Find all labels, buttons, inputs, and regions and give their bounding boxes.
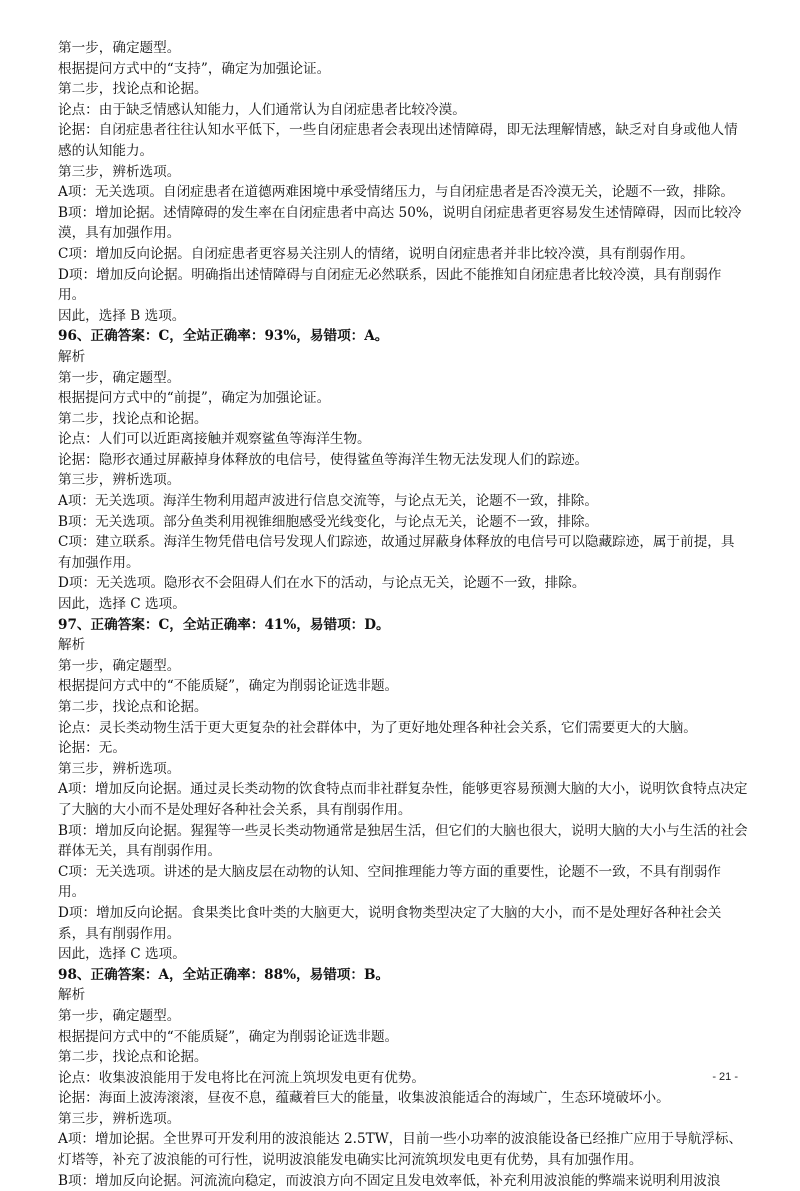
text-line: B项：增加反向论据。猩猩等一些灵长类动物通常是独居生活，但它们的大脑也很大，说明大脑的大小与生活的社会群体无关，具有削弱作用。: [58, 822, 748, 860]
text-line: D项：无关选项。隐形衣不会阻碍人们在水下的活动，与论点无关，论题不一致，排除。: [58, 575, 586, 592]
text-line: 第一步，确定题型。: [58, 657, 181, 674]
text-line: 论据：自闭症患者往往认知水平低下，一些自闭症患者会表现出述情障碍，即无法理解情感，缺乏对自身或他人情感的认知能力。: [58, 122, 738, 159]
document-body: [58, 38, 748, 1191]
text-line: C项：建立联系。海洋生物凭借电信号发现人们踪迹，故通过屏蔽身体释放的电信号可以隐藏踪迹，属于前提，具有加强作用。: [58, 534, 735, 571]
text-line: A项：增加论据。全世界可开发利用的波浪能达 2.5TW，目前一些小功率的波浪能设备已经推广应用于导航浮标、灯塔等，补充了波浪能的可行性，说明波浪能发电确实比河流筑坝发电更有优势，具有加强作用。: [58, 1131, 743, 1169]
text-line: D项：增加反向论据。明确指出述情障碍与自闭症无必然联系，因此不能推知自闭症患者比较冷漠，具有削弱作用。: [58, 266, 722, 304]
text-line: 根据提问方式中的“不能质疑”，确定为削弱论证选非题。: [58, 678, 399, 695]
text-line: 第三步，辨析选项。: [58, 1110, 181, 1127]
text-line: 解析: [58, 637, 86, 654]
text-line: 论点：人们可以近距离接触并观察鲨鱼等海洋生物。: [58, 431, 371, 448]
text-line: 第三步，辨析选项。: [58, 472, 181, 489]
text-line: 因此，选择 C 选项。: [58, 946, 186, 963]
text-line: 因此，选择 B 选项。: [58, 307, 186, 324]
text-line: B项：增加论据。述情障碍的发生率在自闭症患者中高达 50%，说明自闭症患者更容易发生述情障碍，因而比较冷漠，具有加强作用。: [58, 204, 742, 242]
text-line: B项：无关选项。部分鱼类利用视锥细胞感受光线变化，与论点无关，论题不一致，排除。: [58, 513, 599, 530]
text-line: 论点：灵长类动物生活于更大更复杂的社会群体中，为了更好地处理各种社会关系，它们需要更大的大脑。: [58, 719, 697, 736]
text-line: 解析: [58, 348, 86, 365]
text-line: 第二步，找论点和论据。: [58, 699, 208, 715]
text-line: D项：增加反向论据。食果类比食叶类的大脑更大，说明食物类型决定了大脑的大小，而不是处理好各种社会关系，具有削弱作用。: [58, 904, 722, 942]
text-line: 解析: [58, 987, 86, 1004]
text-line: C项：增加反向论据。自闭症患者更容易关注别人的情绪，说明自闭症患者并非比较冷漠，具有削弱作用。: [58, 245, 694, 262]
answer-heading: 97、正确答案：C，全站正确率：41%，易错项：D。: [58, 616, 390, 633]
text-line: 论点：收集波浪能用于发电将比在河流上筑坝发电更有优势。: [58, 1069, 426, 1086]
text-line: 第二步，找论点和论据。: [58, 410, 208, 427]
page-number: - 21 -: [712, 1071, 738, 1083]
text-line: 论点：由于缺乏情感认知能力，人们通常认为自闭症患者比较冷漠。: [58, 101, 466, 118]
text-line: 论据：海面上波涛滚滚，昼夜不息，蕴藏着巨大的能量，收集波浪能适合的海域广，生态环境破坏小。: [58, 1090, 670, 1107]
answer-heading: 96、正确答案：C，全站正确率：93%，易错项：A。: [58, 328, 389, 345]
text-line: 根据提问方式中的“前提”，确定为加强论证。: [58, 390, 331, 407]
text-line: 根据提问方式中的“不能质疑”，确定为削弱论证选非题。: [58, 1028, 399, 1045]
text-line: 第二步，找论点和论据。: [58, 81, 208, 98]
text-line: 论据：隐形衣通过屏蔽掉身体释放的电信号，使得鲨鱼等海洋生物无法发现人们的踪迹。: [58, 451, 589, 468]
text-line: 第三步，辨析选项。: [58, 760, 181, 777]
text-line: C项：无关选项。讲述的是大脑皮层在动物的认知、空间推理能力等方面的重要性，论题不一致，不具有削弱作用。: [58, 863, 721, 901]
text-line: B项：增加反向论据。河流流向稳定，而波浪方向不固定且发电效率低，补充利用波浪能的弊端来说明利用波浪: [58, 1172, 721, 1189]
text-line: A项：增加反向论据。通过灵长类动物的饮食特点而非社群复杂性，能够更容易预测大脑的大小，说明饮食特点决定了大脑的大小而不是处理好各种社会关系，具有削弱作用。: [58, 781, 748, 818]
text-line: 第二步，找论点和论据。: [58, 1049, 208, 1066]
answer-heading: 98、正确答案：A，全站正确率：88%，易错项：B。: [58, 966, 390, 983]
text-line: 第三步，辨析选项。: [58, 163, 181, 180]
text-line: 第一步，确定题型。: [58, 369, 181, 386]
text-line: 第一步，确定题型。: [58, 1007, 181, 1024]
text-line: 论据：无。: [58, 740, 126, 757]
text-line: 根据提问方式中的“支持”，确定为加强论证。: [58, 60, 331, 77]
text-line: 因此，选择 C 选项。: [58, 596, 186, 613]
text-line: A项：无关选项。自闭症患者在道德两难困境中承受情绪压力，与自闭症患者是否冷漠无关，论题不一致，排除。: [58, 184, 734, 201]
text-line: 第一步，确定题型。: [58, 40, 181, 56]
text-line: A项：无关选项。海洋生物利用超声波进行信息交流等，与论点无关，论题不一致，排除。: [58, 493, 598, 510]
